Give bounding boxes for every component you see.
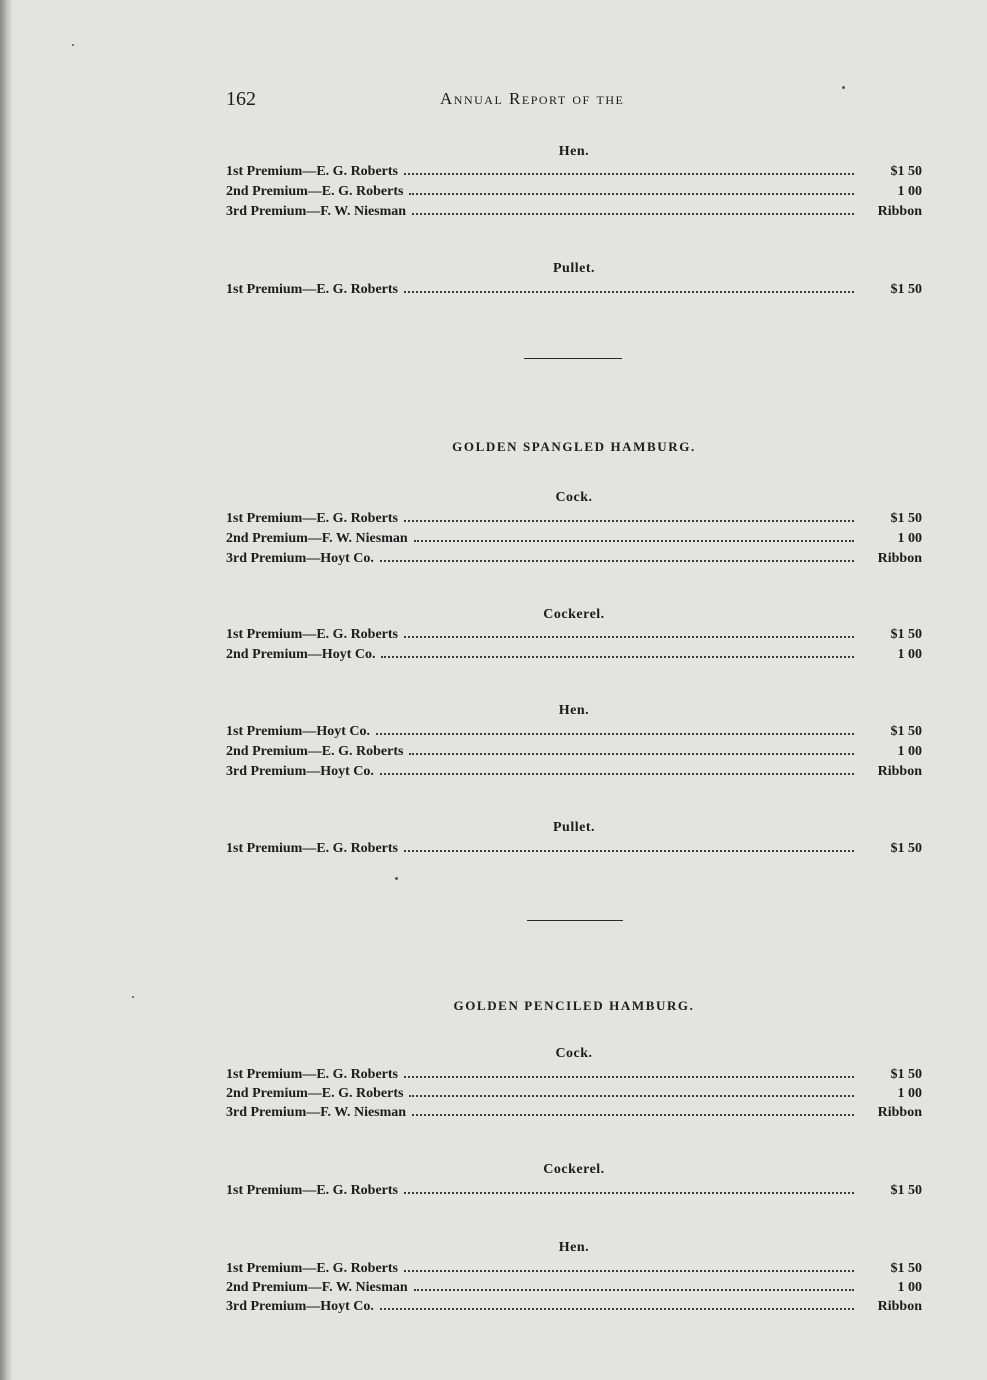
scan-speck [395,877,398,880]
award-amount: $1 50 [890,1183,922,1198]
award-amount: $1 50 [890,627,922,642]
dot-leader [404,850,854,852]
award-place: 2nd Premium—E. G. Roberts [226,184,404,199]
subheading-cock: Cock. [555,1046,593,1061]
award-place: 2nd Premium—Hoyt Co. [226,647,376,662]
award-place: 1st Premium—E. G. Roberts [226,164,398,179]
award-row [226,1105,922,1124]
subheading-hen: Hen. [558,144,590,159]
subheading-cock: Cock. [555,490,593,505]
dot-leader [404,1192,854,1194]
award-place: 2nd Premium—E. G. Roberts [226,744,404,759]
award-place: 3rd Premium—Hoyt Co. [226,1299,374,1314]
dot-leader [404,520,854,522]
award-amount: 1 00 [897,647,922,662]
subheading-pullet: Pullet. [553,820,595,835]
subheading-cockerel: Cockerel. [543,607,605,622]
award-amount: $1 50 [890,511,922,526]
dot-leader [409,193,854,195]
award-row [226,764,922,783]
award-amount: $1 50 [890,1261,922,1276]
award-amount: Ribbon [877,1105,922,1120]
award-place: 1st Premium—E. G. Roberts [226,511,398,526]
dot-leader [412,1114,854,1116]
dot-leader [404,636,854,638]
award-row [226,164,922,183]
award-amount: $1 50 [890,724,922,739]
award-place: 1st Premium—E. G. Roberts [226,1183,398,1198]
award-row [226,204,922,223]
award-place: 1st Premium—E. G. Roberts [226,627,398,642]
subheading-hen: Hen. [558,1240,590,1255]
dot-leader [409,1095,854,1097]
award-row [226,724,922,743]
dot-leader [404,1270,854,1272]
dot-leader [380,773,854,775]
section-divider [527,920,623,921]
dot-leader [380,560,854,562]
subheading-cockerel: Cockerel. [543,1162,605,1177]
award-place: 1st Premium—E. G. Roberts [226,1067,398,1082]
award-place: 3rd Premium—F. W. Niesman [226,1105,407,1120]
award-place: 1st Premium—E. G. Roberts [226,841,398,856]
scan-speck [72,44,74,46]
page-number: 162 [226,88,256,110]
award-row [226,551,922,570]
award-place: 3rd Premium—Hoyt Co. [226,551,374,566]
subheading-pullet: Pullet. [553,261,595,276]
award-amount: 1 00 [897,184,922,199]
award-row [226,511,922,530]
award-place: 3rd Premium—F. W. Niesman [226,204,407,219]
award-row [226,531,922,550]
dot-leader [404,173,854,175]
section-title-golden-penciled-hamburg: GOLDEN PENCILED HAMBURG. [453,998,695,1013]
award-row [226,841,922,860]
award-place: 2nd Premium—F. W. Niesman [226,1280,408,1295]
award-row [226,627,922,646]
award-amount: $1 50 [890,282,922,297]
section-title-golden-spangled-hamburg: GOLDEN SPANGLED HAMBURG. [452,439,696,454]
award-place: 3rd Premium—Hoyt Co. [226,764,374,779]
award-row [226,1280,922,1299]
award-row [226,282,922,301]
dot-leader [414,540,854,542]
award-amount: 1 00 [897,1280,922,1295]
dot-leader [404,291,854,293]
award-amount: Ribbon [877,764,922,779]
award-place: 1st Premium—E. G. Roberts [226,1261,398,1276]
award-place: 2nd Premium—E. G. Roberts [226,1086,404,1101]
subheading-hen: Hen. [558,703,590,718]
award-row [226,1183,922,1202]
award-amount: $1 50 [890,1067,922,1082]
scan-speck [132,996,134,998]
dot-leader [412,213,854,215]
award-amount: Ribbon [877,204,922,219]
award-amount: Ribbon [877,1299,922,1314]
award-row [226,184,922,203]
award-place: 1st Premium—Hoyt Co. [226,724,370,739]
award-place: 1st Premium—E. G. Roberts [226,282,398,297]
award-row [226,1067,922,1086]
dot-leader [414,1289,854,1291]
award-row [226,647,922,666]
dot-leader [404,1076,854,1078]
award-row [226,744,922,763]
book-spine-shadow [0,0,12,1380]
running-head: Annual Report of the [440,89,625,108]
dot-leader [409,753,854,755]
dot-leader [380,1308,854,1310]
award-amount: 1 00 [897,744,922,759]
award-amount: $1 50 [890,164,922,179]
section-divider [524,358,622,359]
award-amount: $1 50 [890,841,922,856]
award-amount: 1 00 [897,1086,922,1101]
award-amount: Ribbon [877,551,922,566]
award-place: 2nd Premium—F. W. Niesman [226,531,408,546]
award-amount: 1 00 [897,531,922,546]
scan-speck [842,86,845,89]
award-row [226,1299,922,1318]
award-row [226,1086,922,1105]
dot-leader [376,733,854,735]
award-row [226,1261,922,1280]
dot-leader [381,656,854,658]
